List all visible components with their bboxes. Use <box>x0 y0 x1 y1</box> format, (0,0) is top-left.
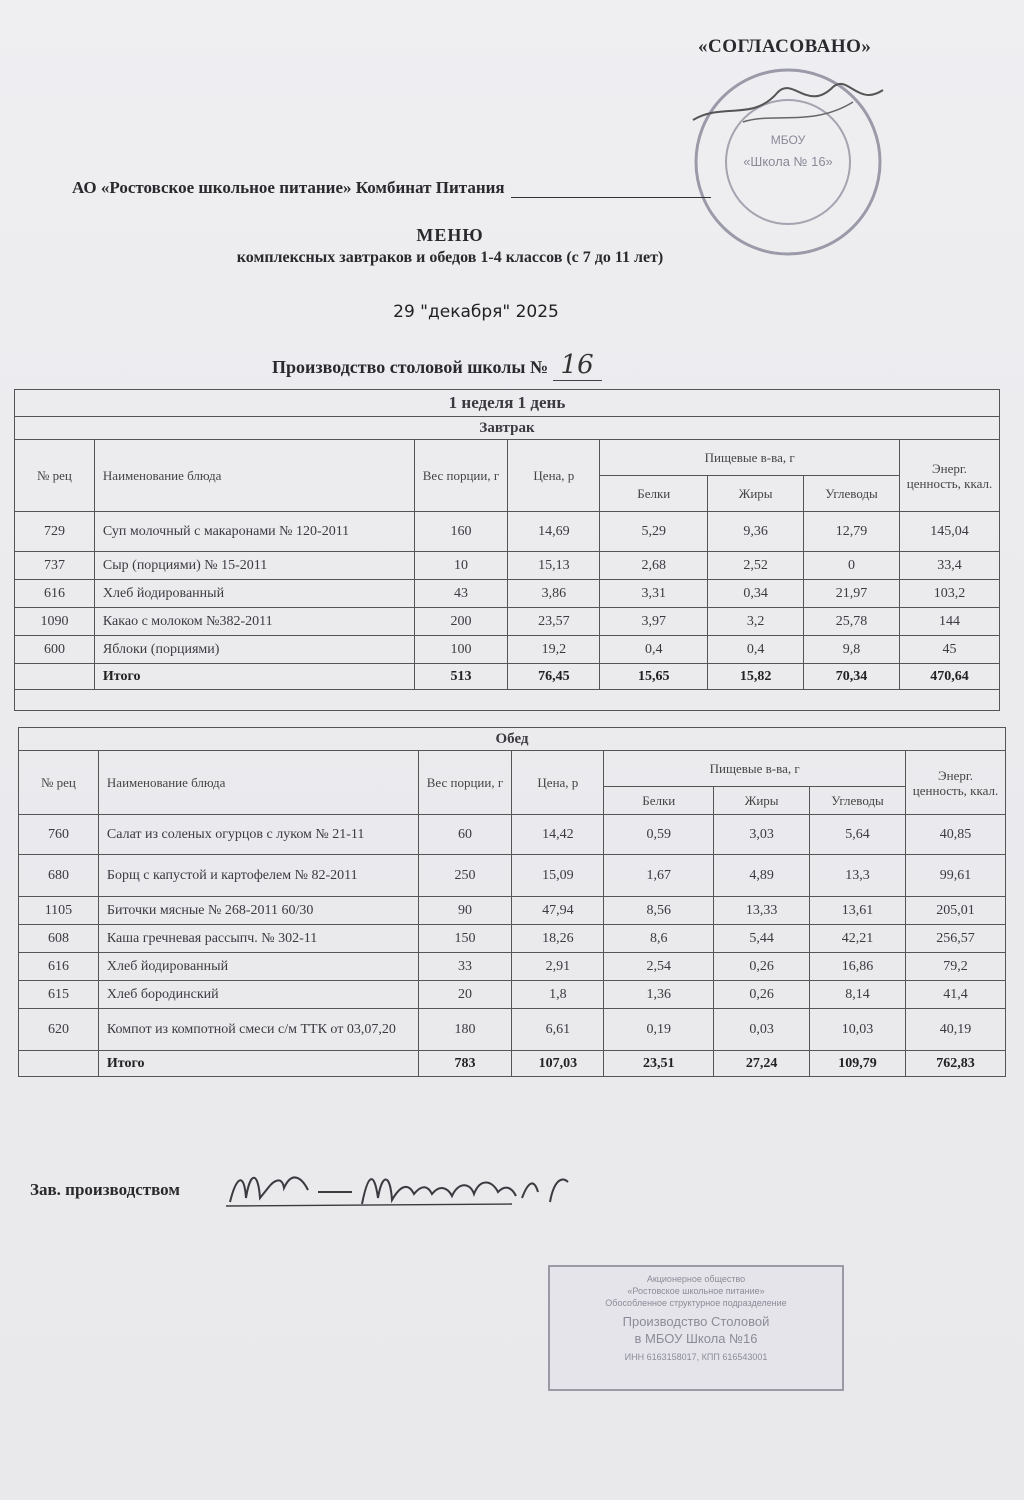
total-empty <box>15 664 95 690</box>
cell-price: 18,26 <box>512 925 604 953</box>
lunch-rows <box>19 815 1006 1051</box>
table-row <box>19 897 1006 925</box>
cell-name: Биточки мясные № 268-2011 60/30 <box>98 897 418 925</box>
cell-weight: 100 <box>414 636 508 664</box>
cell-energy: 145,04 <box>900 512 1000 552</box>
cell-carbs: 8,14 <box>810 981 906 1009</box>
cell-protein: 8,6 <box>604 925 714 953</box>
col-name: Наименование блюда <box>98 751 418 815</box>
stamp-line: Производство Столовой <box>622 1314 770 1329</box>
cell-price: 14,69 <box>508 512 600 552</box>
production-label: Производство столовой школы № <box>272 357 549 377</box>
stamp-line: «Ростовское школьное питание» <box>627 1286 765 1296</box>
table-row <box>15 552 1000 580</box>
cell-name: Суп молочный с макаронами № 120-2011 <box>94 512 414 552</box>
cell-energy: 45 <box>900 636 1000 664</box>
cell-name: Компот из компотной смеси с/м ТТК от 03,07,20 <box>98 1009 418 1051</box>
cell-energy: 256,57 <box>906 925 1006 953</box>
cell-rec: 737 <box>15 552 95 580</box>
breakfast-table <box>14 389 1000 711</box>
cell-rec: 615 <box>19 981 99 1009</box>
cell-rec: 620 <box>19 1009 99 1051</box>
breakfast-rows <box>15 512 1000 664</box>
cell-energy: 144 <box>900 608 1000 636</box>
total-price: 107,03 <box>512 1051 604 1077</box>
menu-title: МЕНЮ <box>416 225 484 245</box>
col-energy: Энерг. ценность, ккал. <box>900 440 1000 512</box>
seal-line-1: МБОУ <box>770 133 806 147</box>
cell-price: 14,42 <box>512 815 604 855</box>
table-row <box>19 925 1006 953</box>
cell-price: 15,09 <box>512 855 604 897</box>
table-row <box>19 855 1006 897</box>
organization-name: АО «Ростовское школьное питание» Комбинат Питания <box>72 178 505 197</box>
cell-fat: 0,26 <box>714 953 810 981</box>
cell-fat: 0,26 <box>714 981 810 1009</box>
col-nutrients: Пищевые в-ва, г <box>604 751 906 787</box>
cell-weight: 33 <box>418 953 512 981</box>
cell-energy: 205,01 <box>906 897 1006 925</box>
cell-carbs: 21,97 <box>804 580 900 608</box>
organization-line <box>72 178 711 198</box>
spacer-row <box>15 690 1000 711</box>
cell-rec: 1090 <box>15 608 95 636</box>
total-protein: 23,51 <box>604 1051 714 1077</box>
signature-line <box>30 1180 180 1200</box>
cell-protein: 0,59 <box>604 815 714 855</box>
stamp-line: в МБОУ Школа №16 <box>634 1331 758 1346</box>
cell-name: Какао с молоком №382-2011 <box>94 608 414 636</box>
cell-protein: 8,56 <box>604 897 714 925</box>
cell-carbs: 12,79 <box>804 512 900 552</box>
col-carbs: Углеводы <box>804 476 900 512</box>
cell-name: Хлеб йодированный <box>98 953 418 981</box>
table-row <box>15 512 1000 552</box>
cell-protein: 2,68 <box>600 552 708 580</box>
col-recipe: № рец <box>15 440 95 512</box>
total-energy: 762,83 <box>906 1051 1006 1077</box>
total-label: Итого <box>94 664 414 690</box>
seal-line-2: «Школа № 16» <box>743 154 833 169</box>
table-row <box>19 1009 1006 1051</box>
cell-price: 2,91 <box>512 953 604 981</box>
cell-fat: 2,52 <box>708 552 804 580</box>
total-fat: 27,24 <box>714 1051 810 1077</box>
cell-protein: 3,31 <box>600 580 708 608</box>
col-recipe: № рец <box>19 751 99 815</box>
col-weight: Вес порции, г <box>418 751 512 815</box>
stamp-line: Обособленное структурное подразделение <box>605 1298 787 1308</box>
cell-carbs: 5,64 <box>810 815 906 855</box>
cell-fat: 13,33 <box>714 897 810 925</box>
cell-protein: 1,67 <box>604 855 714 897</box>
cell-price: 19,2 <box>508 636 600 664</box>
cell-fat: 5,44 <box>714 925 810 953</box>
total-energy: 470,64 <box>900 664 1000 690</box>
cell-price: 6,61 <box>512 1009 604 1051</box>
cell-energy: 99,61 <box>906 855 1006 897</box>
total-protein: 15,65 <box>600 664 708 690</box>
lunch-section-title: Обед <box>19 728 1006 751</box>
col-fat: Жиры <box>714 787 810 815</box>
total-fat: 15,82 <box>708 664 804 690</box>
breakfast-section-title: Завтрак <box>15 417 1000 440</box>
cell-name: Салат из соленых огурцов с луком № 21-11 <box>98 815 418 855</box>
cell-fat: 0,03 <box>714 1009 810 1051</box>
cell-rec: 616 <box>15 580 95 608</box>
total-carbs: 109,79 <box>810 1051 906 1077</box>
table-row <box>19 815 1006 855</box>
cell-weight: 20 <box>418 981 512 1009</box>
cell-name: Хлеб бородинский <box>98 981 418 1009</box>
cell-protein: 2,54 <box>604 953 714 981</box>
cell-weight: 200 <box>414 608 508 636</box>
approval-label: «СОГЛАСОВАНО» <box>698 36 872 57</box>
cell-carbs: 13,3 <box>810 855 906 897</box>
cell-rec: 616 <box>19 953 99 981</box>
cell-weight: 60 <box>418 815 512 855</box>
cell-fat: 4,89 <box>714 855 810 897</box>
cell-weight: 43 <box>414 580 508 608</box>
cell-carbs: 0 <box>804 552 900 580</box>
cell-weight: 10 <box>414 552 508 580</box>
table-row <box>15 580 1000 608</box>
cell-name: Борщ с капустой и картофелем № 82-2011 <box>98 855 418 897</box>
cell-protein: 5,29 <box>600 512 708 552</box>
total-carbs: 70,34 <box>804 664 900 690</box>
table-row <box>15 636 1000 664</box>
cell-energy: 41,4 <box>906 981 1006 1009</box>
cell-carbs: 9,8 <box>804 636 900 664</box>
cell-rec: 608 <box>19 925 99 953</box>
cell-weight: 180 <box>418 1009 512 1051</box>
production-line <box>272 350 602 380</box>
cell-energy: 79,2 <box>906 953 1006 981</box>
cell-rec: 680 <box>19 855 99 897</box>
cell-weight: 160 <box>414 512 508 552</box>
cell-protein: 0,4 <box>600 636 708 664</box>
cell-protein: 0,19 <box>604 1009 714 1051</box>
cell-weight: 90 <box>418 897 512 925</box>
signature-name: Мамаева А. Е. <box>418 1216 426 1217</box>
cell-carbs: 25,78 <box>804 608 900 636</box>
lunch-table <box>18 727 1006 1077</box>
cell-price: 15,13 <box>508 552 600 580</box>
cell-rec: 729 <box>15 512 95 552</box>
col-protein: Белки <box>604 787 714 815</box>
cell-energy: 40,19 <box>906 1009 1006 1051</box>
signature-label: Зав. производством <box>30 1180 180 1199</box>
cell-weight: 150 <box>418 925 512 953</box>
table-row <box>19 981 1006 1009</box>
cell-carbs: 16,86 <box>810 953 906 981</box>
col-protein: Белки <box>600 476 708 512</box>
cell-price: 1,8 <box>512 981 604 1009</box>
cell-name: Яблоки (порциями) <box>94 636 414 664</box>
total-weight: 513 <box>414 664 508 690</box>
cell-energy: 33,4 <box>900 552 1000 580</box>
table-row <box>19 953 1006 981</box>
cell-protein: 1,36 <box>604 981 714 1009</box>
col-name: Наименование блюда <box>94 440 414 512</box>
col-nutrients: Пищевые в-ва, г <box>600 440 900 476</box>
cell-name: Сыр (порциями) № 15-2011 <box>94 552 414 580</box>
cell-fat: 9,36 <box>708 512 804 552</box>
cell-price: 3,86 <box>508 580 600 608</box>
cell-carbs: 42,21 <box>810 925 906 953</box>
cell-fat: 3,03 <box>714 815 810 855</box>
breakfast-total-row <box>15 664 1000 690</box>
cell-fat: 0,34 <box>708 580 804 608</box>
total-label: Итого <box>98 1051 418 1077</box>
cell-price: 47,94 <box>512 897 604 925</box>
total-weight: 783 <box>418 1051 512 1077</box>
total-price: 76,45 <box>508 664 600 690</box>
col-price: Цена, р <box>512 751 604 815</box>
cell-protein: 3,97 <box>600 608 708 636</box>
menu-subtitle: комплексных завтраков и обедов 1-4 классов (с 7 до 11 лет) <box>236 249 664 266</box>
stamp-line: ИНН 6163158017, КПП 616543001 <box>624 1352 768 1362</box>
cell-name: Каша гречневая рассыпч. № 302-11 <box>98 925 418 953</box>
col-weight: Вес порции, г <box>414 440 508 512</box>
cell-rec: 600 <box>15 636 95 664</box>
stamp-line: Акционерное общество <box>646 1274 746 1284</box>
table-row <box>15 608 1000 636</box>
cell-price: 23,57 <box>508 608 600 636</box>
menu-date: 29 "декабря" 2025 <box>393 302 559 322</box>
cell-energy: 103,2 <box>900 580 1000 608</box>
col-energy: Энерг. ценность, ккал. <box>906 751 1006 815</box>
cell-weight: 250 <box>418 855 512 897</box>
cell-energy: 40,85 <box>906 815 1006 855</box>
cell-rec: 1105 <box>19 897 99 925</box>
cell-carbs: 10,03 <box>810 1009 906 1051</box>
col-price: Цена, р <box>508 440 600 512</box>
lunch-total-row <box>19 1051 1006 1077</box>
cell-fat: 3,2 <box>708 608 804 636</box>
col-carbs: Углеводы <box>810 787 906 815</box>
cell-carbs: 13,61 <box>810 897 906 925</box>
week-day-title: 1 неделя 1 день <box>15 390 1000 417</box>
handwritten-signature <box>222 1158 602 1218</box>
total-empty <box>19 1051 99 1077</box>
school-number: 16 <box>553 350 602 381</box>
blank-line <box>511 183 711 198</box>
cell-fat: 0,4 <box>708 636 804 664</box>
cell-name: Хлеб йодированный <box>94 580 414 608</box>
cell-rec: 760 <box>19 815 99 855</box>
production-stamp <box>548 1265 844 1391</box>
col-fat: Жиры <box>708 476 804 512</box>
